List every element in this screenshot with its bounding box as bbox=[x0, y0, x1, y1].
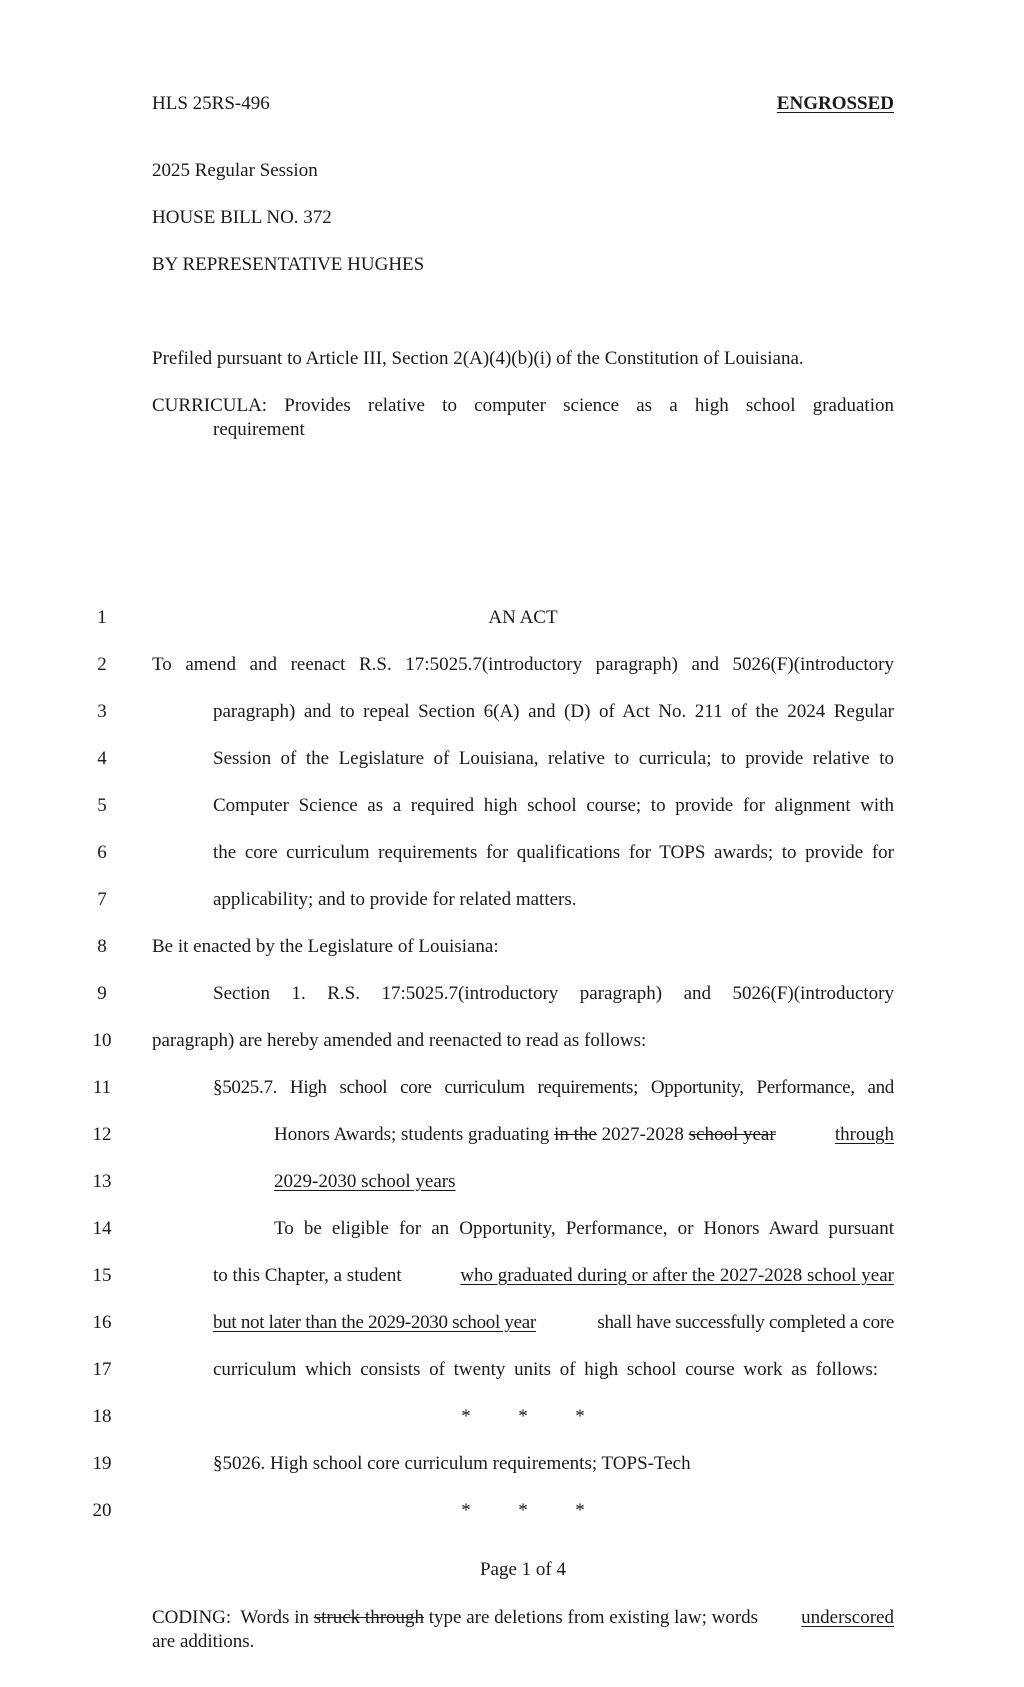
added-text: but not later than the 2029-2030 school year bbox=[213, 1312, 536, 1333]
engrossed-status: ENGROSSED bbox=[776, 93, 894, 114]
text-line: To amend and reenact R.S. 17:5025.7(introductory paragraph) and 5026(F)(introductory bbox=[152, 654, 894, 675]
text-line bbox=[213, 1313, 894, 1332]
text-span: shall have successfully completed a core bbox=[592, 1312, 894, 1333]
bill-code: HLS 25RS-496 bbox=[152, 93, 270, 114]
session: 2025 Regular Session bbox=[152, 160, 318, 181]
text-line: the core curriculum requirements for qualifications for TOPS awards; to provide for bbox=[213, 842, 894, 863]
digest-line-2: requirement bbox=[213, 419, 305, 440]
added-text: who graduated during or after the 2027-2028 school year bbox=[460, 1265, 894, 1286]
prefiled-note: Prefiled pursuant to Article III, Section 2(A)(4)(b)(i) of the Constitution of Louisiana. bbox=[152, 348, 804, 369]
text-line: paragraph) and to repeal Section 6(A) and (D) of Act No. 211 of the 2024 Regular bbox=[213, 701, 894, 722]
line-number: 9 bbox=[97, 983, 107, 1004]
added-text: 2029-2030 school years bbox=[274, 1171, 456, 1192]
line-number: 1 bbox=[97, 607, 107, 628]
text-span: type are deletions from existing law; words bbox=[424, 1607, 763, 1628]
line-number: 4 bbox=[97, 748, 107, 769]
text-line bbox=[213, 1266, 894, 1285]
line-number: 20 bbox=[92, 1500, 112, 1521]
omission-asterisks: * * * bbox=[461, 1500, 585, 1521]
line-number: 16 bbox=[92, 1312, 112, 1333]
text-line: To be eligible for an Opportunity, Performance, or Honors Award pursuant bbox=[274, 1218, 894, 1239]
text-span: to this Chapter, a student bbox=[213, 1265, 407, 1286]
text-line: Session of the Legislature of Louisiana, relative to curricula; to provide relative to bbox=[213, 748, 894, 769]
line-number: 2 bbox=[97, 654, 107, 675]
line-number: 7 bbox=[97, 889, 107, 910]
line-number: 3 bbox=[97, 701, 107, 722]
line-number: 17 bbox=[92, 1359, 112, 1380]
text-span: Honors Awards; students graduating bbox=[274, 1124, 555, 1145]
added-text: through bbox=[834, 1124, 894, 1145]
line-number: 8 bbox=[97, 936, 107, 957]
digest-line-1: CURRICULA: Provides relative to computer science as a high school graduation bbox=[152, 395, 894, 416]
text-line: Computer Science as a required high school course; to provide for alignment with bbox=[213, 795, 894, 816]
section-heading: Section 1. R.S. 17:5025.7(introductory paragraph) and 5026(F)(introductory bbox=[213, 983, 894, 1004]
page-number: Page 1 of 4 bbox=[479, 1559, 566, 1580]
line-number: 11 bbox=[92, 1077, 112, 1098]
bill-author: BY REPRESENTATIVE HUGHES bbox=[152, 254, 425, 275]
text-line: curriculum which consists of twenty units of high school course work as follows: bbox=[213, 1359, 878, 1380]
line-number: 14 bbox=[92, 1218, 112, 1239]
line-number: 6 bbox=[97, 842, 107, 863]
line-number: 10 bbox=[92, 1030, 112, 1051]
coding-note bbox=[152, 1608, 894, 1627]
struck-example: struck through bbox=[313, 1607, 425, 1628]
deleted-text: in the bbox=[554, 1124, 597, 1145]
statute-heading: §5026. High school core curriculum requirements; TOPS-Tech bbox=[213, 1453, 691, 1474]
text-span: CODING: Words in bbox=[152, 1607, 314, 1628]
omission-asterisks: * * * bbox=[461, 1406, 585, 1427]
text-span: 2027-2028 bbox=[596, 1124, 689, 1145]
text-line: paragraph) are hereby amended and reenacted to read as follows: bbox=[152, 1030, 647, 1051]
line-number: 12 bbox=[92, 1124, 112, 1145]
line-number: 5 bbox=[97, 795, 107, 816]
enacting-clause: Be it enacted by the Legislature of Louisiana: bbox=[152, 936, 499, 957]
statute-heading-cont bbox=[274, 1125, 894, 1144]
underscored-example: underscored bbox=[801, 1607, 894, 1628]
line-number: 15 bbox=[92, 1265, 112, 1286]
line-number: 18 bbox=[92, 1406, 112, 1427]
line-number: 13 bbox=[92, 1171, 112, 1192]
text-line: applicability; and to provide for related matters. bbox=[213, 889, 577, 910]
deleted-text: school year bbox=[688, 1124, 776, 1145]
bill-number: HOUSE BILL NO. 372 bbox=[152, 207, 332, 228]
line-number: 19 bbox=[92, 1453, 112, 1474]
statute-heading: §5025.7. High school core curriculum requirements; Opportunity, Performance, and bbox=[213, 1077, 894, 1098]
coding-note-cont: are additions. bbox=[152, 1631, 255, 1652]
act-title: AN ACT bbox=[488, 607, 558, 628]
